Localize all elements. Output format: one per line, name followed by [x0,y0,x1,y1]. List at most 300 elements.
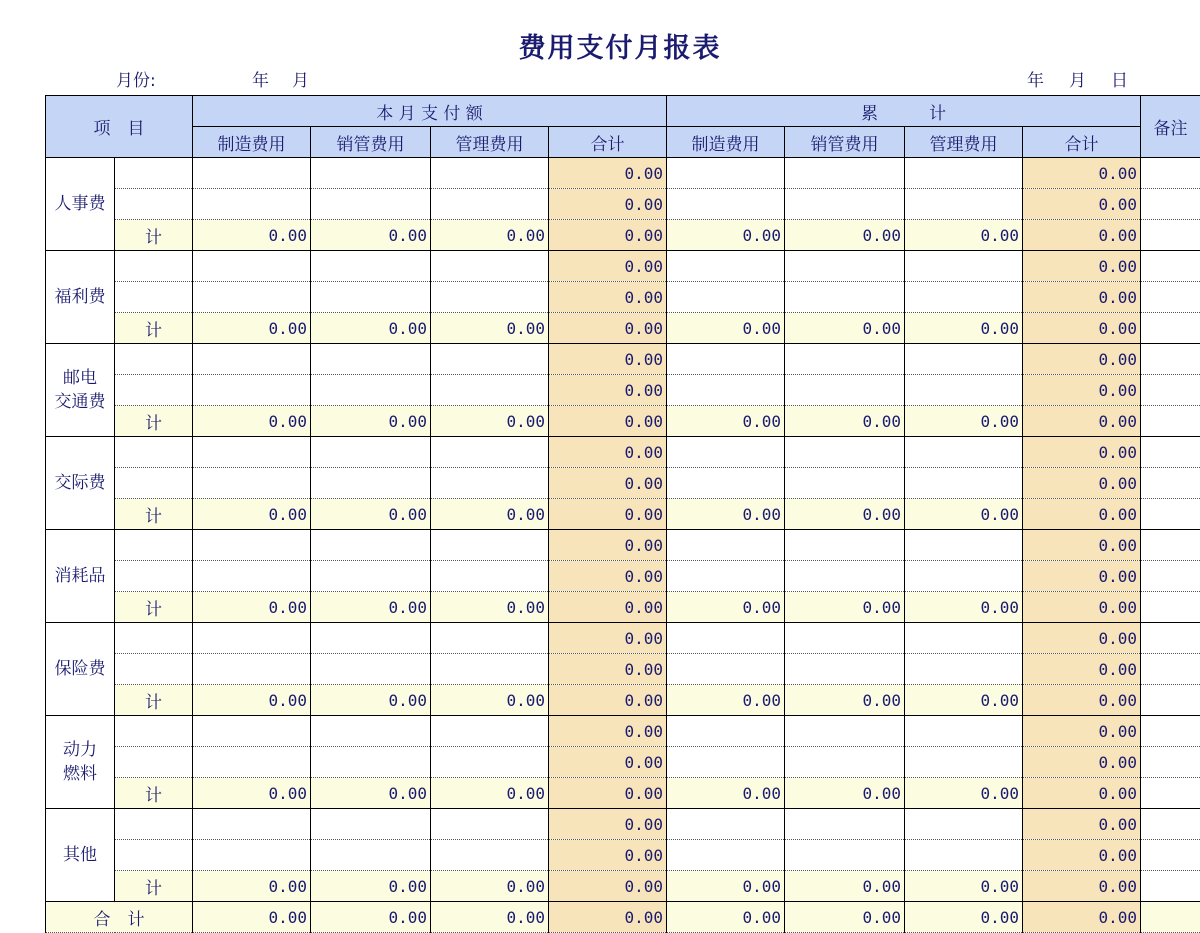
value-cell[interactable] [193,468,311,499]
value-cell[interactable] [667,468,785,499]
year-label: 年 [252,66,269,91]
value-cell[interactable] [193,282,311,313]
value-cell[interactable] [667,344,785,375]
value-cell[interactable] [431,375,549,406]
sub-item-cell[interactable] [115,282,193,313]
subtotal-value-cell[interactable]: 0.00 [311,313,431,344]
report-table-container [45,95,1200,933]
sub-item-cell[interactable] [115,840,193,871]
value-cell[interactable] [905,530,1023,561]
sub-item-cell[interactable] [115,189,193,220]
value-cell[interactable] [311,468,431,499]
total-value-cell[interactable]: 0.00 [549,871,667,902]
value-cell[interactable] [311,623,431,654]
expense-report-table [45,95,1200,933]
remark-cell[interactable] [1141,220,1200,251]
value-cell[interactable] [785,716,905,747]
value-cell[interactable] [193,654,311,685]
remark-cell[interactable] [1141,437,1200,468]
total-value-cell[interactable]: 0.00 [1023,437,1141,468]
value-cell[interactable] [431,623,549,654]
remark-cell[interactable] [1141,685,1200,716]
remark-cell[interactable] [1141,313,1200,344]
table-row [46,592,1200,623]
value-cell[interactable] [905,437,1023,468]
value-cell[interactable] [785,623,905,654]
subtotal-value-cell[interactable]: 0.00 [667,778,785,809]
total-value-cell[interactable]: 0.00 [1023,530,1141,561]
sub-item-cell[interactable] [115,561,193,592]
value-cell[interactable] [431,189,549,220]
item-header: 项 目 [46,96,193,158]
value-cell[interactable] [193,747,311,778]
subtotal-value-cell[interactable]: 0.00 [905,313,1023,344]
subtotal-value-cell[interactable]: 0.00 [193,685,311,716]
value-cell[interactable] [785,561,905,592]
date-month-label: 月 [1069,66,1086,91]
sub-item-cell[interactable] [115,375,193,406]
value-cell[interactable] [193,623,311,654]
total-value-cell[interactable]: 0.00 [549,809,667,840]
table-row [46,468,1200,499]
category-label: 其他 [46,809,115,902]
date-year-label: 年 [1027,66,1044,91]
remark-cell[interactable] [1141,406,1200,437]
value-cell[interactable] [785,282,905,313]
table-row [46,716,1200,747]
remark-cell[interactable] [1141,375,1200,406]
subtotal-value-cell[interactable]: 0.00 [905,592,1023,623]
value-cell[interactable] [785,747,905,778]
subtotal-value-cell[interactable]: 0.00 [431,406,549,437]
remark-cell[interactable] [1141,530,1200,561]
total-value-cell[interactable]: 0.00 [549,778,667,809]
value-cell[interactable] [193,251,311,282]
report-title: 费用支付月报表 [0,26,1200,65]
table-row [46,809,1200,840]
grand-total-value-cell[interactable]: 0.00 [549,902,667,933]
value-cell[interactable] [905,468,1023,499]
value-cell[interactable] [667,809,785,840]
total-value-cell[interactable]: 0.00 [549,251,667,282]
table-row [46,344,1200,375]
value-cell[interactable] [667,189,785,220]
remark-cell[interactable] [1141,809,1200,840]
subtotal-value-cell[interactable]: 0.00 [667,220,785,251]
total-value-cell[interactable]: 0.00 [1023,282,1141,313]
sub-item-cell[interactable] [115,809,193,840]
total-value-cell[interactable]: 0.00 [1023,220,1141,251]
sub-item-cell[interactable] [115,716,193,747]
value-cell[interactable] [667,251,785,282]
subtotal-value-cell[interactable]: 0.00 [667,499,785,530]
remark-cell[interactable] [1141,778,1200,809]
table-row [46,251,1200,282]
total-value-cell[interactable]: 0.00 [549,592,667,623]
value-cell[interactable] [905,375,1023,406]
grand-total-value-cell[interactable]: 0.00 [193,902,311,933]
total-value-cell[interactable]: 0.00 [1023,716,1141,747]
subtotal-value-cell[interactable]: 0.00 [667,406,785,437]
value-cell[interactable] [667,654,785,685]
total-value-cell[interactable]: 0.00 [1023,375,1141,406]
value-cell[interactable] [431,809,549,840]
subtotal-value-cell[interactable]: 0.00 [193,220,311,251]
subtotal-value-cell[interactable]: 0.00 [311,685,431,716]
table-row [46,282,1200,313]
remark-cell[interactable] [1141,499,1200,530]
subtotal-value-cell[interactable]: 0.00 [431,313,549,344]
subtotal-value-cell[interactable]: 0.00 [431,778,549,809]
total-value-cell[interactable]: 0.00 [1023,499,1141,530]
value-cell[interactable] [667,623,785,654]
col-header: 管理费用 [431,127,549,158]
subtotal-label: 计 [115,592,193,623]
subtotal-label: 计 [115,406,193,437]
value-cell[interactable] [905,623,1023,654]
remark-cell[interactable] [1141,902,1200,933]
total-value-cell[interactable]: 0.00 [1023,189,1141,220]
month-label: 月份: [116,66,156,91]
value-cell[interactable] [193,189,311,220]
remark-cell[interactable] [1141,189,1200,220]
value-cell[interactable] [905,158,1023,189]
remark-cell[interactable] [1141,158,1200,189]
subtotal-label: 计 [115,499,193,530]
sub-item-cell[interactable] [115,251,193,282]
value-cell[interactable] [311,747,431,778]
total-value-cell[interactable]: 0.00 [549,654,667,685]
category-label: 保险费 [46,623,115,716]
subtotal-value-cell[interactable]: 0.00 [193,871,311,902]
remark-cell[interactable] [1141,592,1200,623]
subtotal-value-cell[interactable]: 0.00 [311,499,431,530]
grand-total-value-cell[interactable]: 0.00 [785,902,905,933]
value-cell[interactable] [785,468,905,499]
subtotal-value-cell[interactable]: 0.00 [667,592,785,623]
category-label: 人事费 [46,158,115,251]
subtotal-value-cell[interactable]: 0.00 [311,220,431,251]
subtotal-value-cell[interactable]: 0.00 [431,220,549,251]
col-header: 销管费用 [785,127,905,158]
value-cell[interactable] [193,158,311,189]
value-cell[interactable] [667,840,785,871]
remark-cell[interactable] [1141,561,1200,592]
report-body [46,158,1200,933]
subtotal-value-cell[interactable]: 0.00 [785,685,905,716]
value-cell[interactable] [785,437,905,468]
total-value-cell[interactable]: 0.00 [1023,592,1141,623]
total-value-cell[interactable]: 0.00 [1023,468,1141,499]
subtotal-value-cell[interactable]: 0.00 [193,499,311,530]
table-row [46,871,1200,902]
sub-item-cell[interactable] [115,158,193,189]
subtotal-value-cell[interactable]: 0.00 [193,778,311,809]
total-value-cell[interactable]: 0.00 [1023,313,1141,344]
subtotal-value-cell[interactable]: 0.00 [905,499,1023,530]
value-cell[interactable] [193,809,311,840]
total-value-cell[interactable]: 0.00 [549,282,667,313]
total-value-cell[interactable]: 0.00 [549,220,667,251]
value-cell[interactable] [667,282,785,313]
total-value-cell[interactable]: 0.00 [549,499,667,530]
value-cell[interactable] [785,530,905,561]
subtotal-value-cell[interactable]: 0.00 [193,406,311,437]
category-label: 福利费 [46,251,115,344]
subtotal-label: 计 [115,220,193,251]
value-cell[interactable] [905,251,1023,282]
subtotal-value-cell[interactable]: 0.00 [785,871,905,902]
month-unit-label: 月 [292,66,309,91]
value-cell[interactable] [311,158,431,189]
col-header: 合计 [1023,127,1141,158]
col-header: 管理费用 [905,127,1023,158]
table-row [46,313,1200,344]
total-value-cell[interactable]: 0.00 [549,344,667,375]
sub-item-cell[interactable] [115,623,193,654]
category-label: 动力 燃料 [46,716,115,809]
total-value-cell[interactable]: 0.00 [1023,561,1141,592]
value-cell[interactable] [311,437,431,468]
value-cell[interactable] [785,158,905,189]
remark-cell[interactable] [1141,747,1200,778]
subtotal-value-cell[interactable]: 0.00 [905,778,1023,809]
grand-total-value-cell[interactable]: 0.00 [1023,902,1141,933]
remark-cell[interactable] [1141,468,1200,499]
value-cell[interactable] [667,747,785,778]
value-cell[interactable] [667,716,785,747]
value-cell[interactable] [667,561,785,592]
value-cell[interactable] [667,437,785,468]
value-cell[interactable] [193,561,311,592]
total-value-cell[interactable]: 0.00 [549,561,667,592]
total-value-cell[interactable]: 0.00 [1023,778,1141,809]
total-value-cell[interactable]: 0.00 [1023,685,1141,716]
subtotal-value-cell[interactable]: 0.00 [431,499,549,530]
table-row [46,654,1200,685]
value-cell[interactable] [667,158,785,189]
subtotal-value-cell[interactable]: 0.00 [785,499,905,530]
subtotal-value-cell[interactable]: 0.00 [431,871,549,902]
value-cell[interactable] [311,251,431,282]
table-row [46,747,1200,778]
value-cell[interactable] [785,251,905,282]
category-label: 消耗品 [46,530,115,623]
total-value-cell[interactable]: 0.00 [549,375,667,406]
value-cell[interactable] [311,375,431,406]
grand-total-value-cell[interactable]: 0.00 [431,902,549,933]
value-cell[interactable] [193,530,311,561]
subtotal-value-cell[interactable]: 0.00 [311,778,431,809]
grand-total-value-cell[interactable]: 0.00 [311,902,431,933]
value-cell[interactable] [431,468,549,499]
value-cell[interactable] [667,530,785,561]
value-cell[interactable] [431,158,549,189]
remark-cell[interactable] [1141,871,1200,902]
subtotal-label: 计 [115,685,193,716]
remark-cell[interactable] [1141,251,1200,282]
value-cell[interactable] [905,654,1023,685]
category-label: 邮电 交通费 [46,344,115,437]
grand-total-value-cell[interactable]: 0.00 [905,902,1023,933]
value-cell[interactable] [905,747,1023,778]
total-value-cell[interactable]: 0.00 [549,685,667,716]
value-cell[interactable] [311,189,431,220]
value-cell[interactable] [905,282,1023,313]
table-row [46,530,1200,561]
value-cell[interactable] [311,840,431,871]
value-cell[interactable] [193,716,311,747]
col-header: 制造费用 [193,127,311,158]
subtotal-value-cell[interactable]: 0.00 [311,406,431,437]
value-cell[interactable] [431,282,549,313]
table-row [46,499,1200,530]
value-cell[interactable] [785,809,905,840]
sub-item-cell[interactable] [115,654,193,685]
cumulative-header: 累 计 [667,96,1141,127]
total-value-cell[interactable]: 0.00 [549,313,667,344]
value-cell[interactable] [193,840,311,871]
total-value-cell[interactable]: 0.00 [1023,809,1141,840]
value-cell[interactable] [431,840,549,871]
value-cell[interactable] [431,747,549,778]
current-month-header: 本 月 支 付 额 [193,96,667,127]
value-cell[interactable] [311,282,431,313]
total-value-cell[interactable]: 0.00 [1023,747,1141,778]
value-cell[interactable] [785,344,905,375]
grand-total-label: 合 计 [46,902,193,933]
subtotal-value-cell[interactable]: 0.00 [431,685,549,716]
subtotal-value-cell[interactable]: 0.00 [905,406,1023,437]
table-row [46,437,1200,468]
subtotal-value-cell[interactable]: 0.00 [905,685,1023,716]
total-value-cell[interactable]: 0.00 [1023,251,1141,282]
value-cell[interactable] [431,654,549,685]
total-value-cell[interactable]: 0.00 [1023,840,1141,871]
remark-cell[interactable] [1141,654,1200,685]
subtotal-value-cell[interactable]: 0.00 [667,871,785,902]
value-cell[interactable] [667,375,785,406]
subtotal-value-cell[interactable]: 0.00 [311,592,431,623]
subtotal-label: 计 [115,778,193,809]
value-cell[interactable] [905,189,1023,220]
value-cell[interactable] [905,840,1023,871]
value-cell[interactable] [311,344,431,375]
sub-item-cell[interactable] [115,530,193,561]
subtotal-value-cell[interactable]: 0.00 [785,406,905,437]
subtotal-value-cell[interactable]: 0.00 [785,778,905,809]
table-row [46,158,1200,189]
value-cell[interactable] [193,344,311,375]
value-cell[interactable] [431,561,549,592]
col-header: 制造费用 [667,127,785,158]
value-cell[interactable] [431,530,549,561]
subtotal-value-cell[interactable]: 0.00 [193,592,311,623]
total-value-cell[interactable]: 0.00 [1023,623,1141,654]
subtotal-value-cell[interactable]: 0.00 [667,313,785,344]
remark-cell[interactable] [1141,840,1200,871]
total-value-cell[interactable]: 0.00 [1023,654,1141,685]
value-cell[interactable] [905,716,1023,747]
remark-cell[interactable] [1141,716,1200,747]
total-value-cell[interactable]: 0.00 [549,716,667,747]
sub-item-cell[interactable] [115,344,193,375]
col-header: 销管费用 [311,127,431,158]
value-cell[interactable] [311,654,431,685]
total-value-cell[interactable]: 0.00 [549,158,667,189]
value-cell[interactable] [431,437,549,468]
value-cell[interactable] [193,375,311,406]
subtotal-value-cell[interactable]: 0.00 [667,685,785,716]
sub-item-cell[interactable] [115,747,193,778]
total-value-cell[interactable]: 0.00 [549,747,667,778]
value-cell[interactable] [311,561,431,592]
remark-cell[interactable] [1141,344,1200,375]
total-value-cell[interactable]: 0.00 [1023,871,1141,902]
subtotal-value-cell[interactable]: 0.00 [785,313,905,344]
subtotal-value-cell[interactable]: 0.00 [785,220,905,251]
value-cell[interactable] [905,561,1023,592]
subtotal-value-cell[interactable]: 0.00 [431,592,549,623]
total-value-cell[interactable]: 0.00 [549,189,667,220]
subtotal-value-cell[interactable]: 0.00 [193,313,311,344]
value-cell[interactable] [905,344,1023,375]
value-cell[interactable] [785,840,905,871]
subtotal-value-cell[interactable]: 0.00 [905,220,1023,251]
value-cell[interactable] [311,809,431,840]
col-header: 合计 [549,127,667,158]
table-row [46,406,1200,437]
value-cell[interactable] [311,530,431,561]
grand-total-row [46,902,1200,933]
subtotal-label: 计 [115,871,193,902]
sub-item-cell[interactable] [115,468,193,499]
remark-cell[interactable] [1141,623,1200,654]
table-row [46,375,1200,406]
value-cell[interactable] [785,375,905,406]
remark-cell[interactable] [1141,282,1200,313]
value-cell[interactable] [193,437,311,468]
total-value-cell[interactable]: 0.00 [549,840,667,871]
subtotal-value-cell[interactable]: 0.00 [905,871,1023,902]
value-cell[interactable] [431,716,549,747]
value-cell[interactable] [905,809,1023,840]
table-row [46,189,1200,220]
grand-total-value-cell[interactable]: 0.00 [667,902,785,933]
total-value-cell[interactable]: 0.00 [549,623,667,654]
table-row [46,840,1200,871]
total-value-cell[interactable]: 0.00 [1023,344,1141,375]
value-cell[interactable] [311,716,431,747]
remark-header: 备注 [1141,96,1200,158]
subtotal-value-cell[interactable]: 0.00 [311,871,431,902]
table-row [46,220,1200,251]
total-value-cell[interactable]: 0.00 [549,437,667,468]
total-value-cell[interactable]: 0.00 [549,530,667,561]
sub-item-cell[interactable] [115,437,193,468]
value-cell[interactable] [431,251,549,282]
table-row [46,623,1200,654]
subtotal-value-cell[interactable]: 0.00 [785,592,905,623]
value-cell[interactable] [785,654,905,685]
value-cell[interactable] [431,344,549,375]
total-value-cell[interactable]: 0.00 [549,406,667,437]
total-value-cell[interactable]: 0.00 [549,468,667,499]
value-cell[interactable] [785,189,905,220]
total-value-cell[interactable]: 0.00 [1023,406,1141,437]
table-row [46,778,1200,809]
total-value-cell[interactable]: 0.00 [1023,158,1141,189]
